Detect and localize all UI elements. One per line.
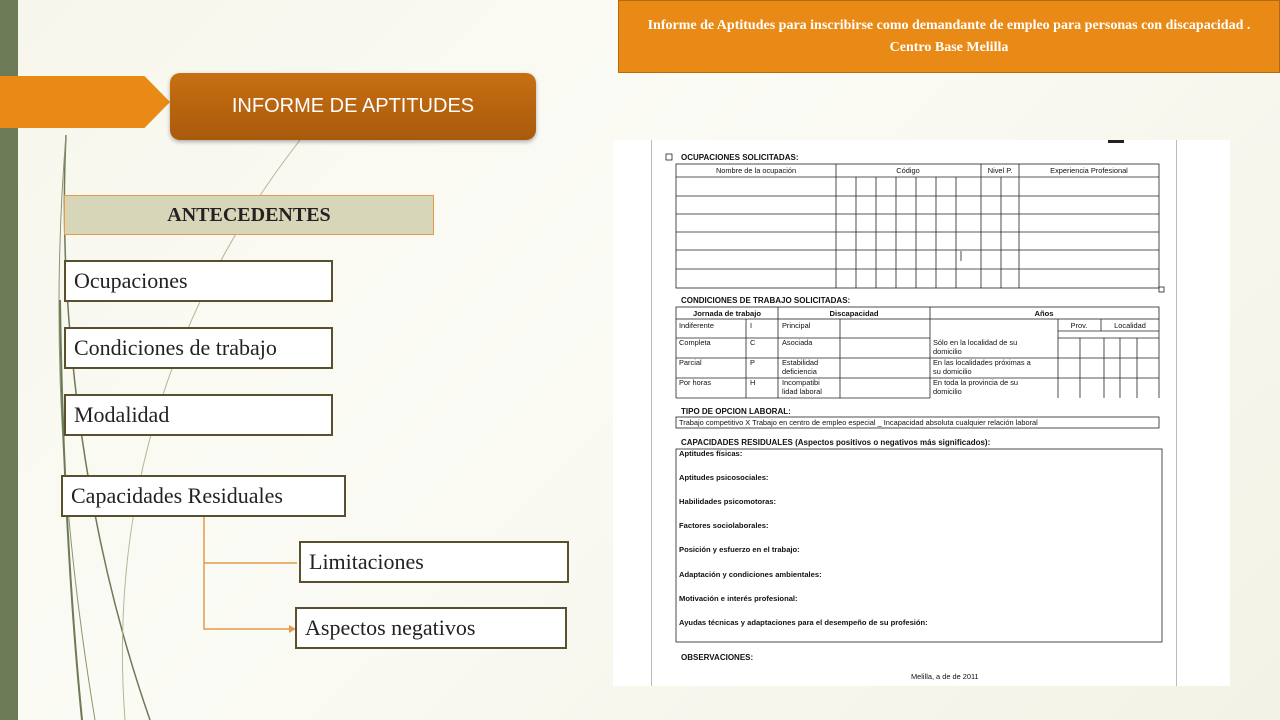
title-arrow <box>0 76 170 128</box>
corner-mark <box>1108 140 1124 143</box>
item-capacidades <box>61 475 346 517</box>
cond-row-3-disc-1: lidad laboral <box>782 387 822 396</box>
condiciones-title: CONDICIONES DE TRABAJO SOLICITADAS: <box>681 296 851 305</box>
cond-row-3-disc-0: Incompatibi <box>782 378 820 387</box>
item-aspectos-negativos <box>295 607 567 649</box>
cap-item-1: Aptitudes psicosociales: <box>679 473 769 482</box>
cond-subheader-prov: Prov. <box>1070 321 1088 330</box>
cond-subheader-localidad: Localidad <box>1114 321 1146 330</box>
page-title-text: INFORME DE APTITUDES <box>231 95 475 117</box>
top-banner <box>618 0 1280 73</box>
opcion-text: Trabajo competitivo X Trabajo en centro de empleo especial _ Incapacidad absoluta cualquier relación laboral <box>679 418 1038 427</box>
opcion-title: TIPO DE OPCION LABORAL: <box>681 407 791 416</box>
cap-item-4: Posición y esfuerzo en el trabajo: <box>679 545 800 554</box>
observaciones-label: OBSERVACIONES: <box>681 653 754 662</box>
cond-header-jornada: Jornada de trabajo <box>693 309 761 318</box>
cond-row-0-disc: Principal <box>782 321 811 330</box>
cond-row-1-code: C <box>750 338 756 347</box>
cond-row-2-loc-1: su domicilio <box>933 367 972 376</box>
cond-row-1-jornada: Completa <box>679 338 711 347</box>
cap-item-3: Factores sociolaborales: <box>679 521 769 530</box>
ocup-header-nivel: Nivel P. <box>987 166 1013 175</box>
cond-row-2-disc-1: deficiencia <box>782 367 817 376</box>
cond-header-discapacidad: Discapacidad <box>829 309 879 318</box>
item-ocupaciones <box>64 260 333 302</box>
cond-row-2-loc-0: En las localidades próximas a <box>933 358 1031 367</box>
ocup-header-nombre: Nombre de la ocupación <box>715 166 797 175</box>
item-limitaciones <box>299 541 569 583</box>
cond-row-0-jornada: Indiferente <box>679 321 714 330</box>
cap-item-7: Ayudas técnicas y adaptaciones para el desempeño de su profesión: <box>679 618 928 627</box>
form-document <box>613 140 1230 686</box>
banner-text: Informe de Aptitudes para inscribirse como demandante de empleo para personas con discapacidad . Centro Base Melilla <box>647 17 1251 55</box>
item-modalidad <box>64 394 333 436</box>
cond-row-3-jornada: Por horas <box>679 378 712 387</box>
cond-row-1-loc-1: domicilio <box>933 347 962 356</box>
cap-item-6: Motivación e interés profesional: <box>679 594 798 603</box>
form-document-image <box>613 140 1230 686</box>
cond-row-2-disc-0: Estabilidad <box>782 358 819 367</box>
cap-item-2: Habilidades psicomotoras: <box>679 497 777 506</box>
item-ocupaciones-label: Ocupaciones <box>74 268 188 293</box>
cond-row-2-code: P <box>750 358 755 367</box>
cond-row-3-loc-1: domicilio <box>933 387 962 396</box>
cond-row-2-jornada: Parcial <box>679 358 702 367</box>
ocupaciones-title: OCUPACIONES SOLICITADAS: <box>681 153 799 162</box>
cond-row-1-loc-0: Sólo en la localidad de su <box>933 338 1018 347</box>
firma-line: Melilla, a de de 2011 <box>911 672 979 681</box>
cond-row-0-code: I <box>750 321 753 330</box>
capacidades-title: CAPACIDADES RESIDUALES (Aspectos positivos o negativos más significados): <box>681 438 991 447</box>
cap-item-0: Aptitudes físicas: <box>679 449 743 458</box>
cap-item-5: Adaptación y condiciones ambientales: <box>679 570 822 579</box>
ocup-header-experiencia: Experiencia Profesional <box>1050 166 1128 175</box>
antecedentes-label: ANTECEDENTES <box>167 203 331 226</box>
antecedentes-heading <box>64 195 434 235</box>
item-condiciones-label: Condiciones de trabajo <box>74 335 277 360</box>
item-modalidad-label: Modalidad <box>74 402 170 427</box>
item-capacidades-label: Capacidades Residuales <box>71 483 283 508</box>
item-limitaciones-label: Limitaciones <box>309 549 424 574</box>
item-condiciones <box>64 327 333 369</box>
item-aspectos-label: Aspectos negativos <box>305 615 476 640</box>
move-handle-icon <box>666 154 672 160</box>
ocup-header-codigo: Código <box>896 166 920 175</box>
cond-row-1-disc: Asociada <box>782 338 813 347</box>
cond-row-3-loc-0: En toda la provincia de su <box>933 378 1019 387</box>
cond-row-3-code: H <box>750 378 756 387</box>
cond-header-anos: Años <box>1034 309 1054 318</box>
page-title <box>170 73 536 140</box>
